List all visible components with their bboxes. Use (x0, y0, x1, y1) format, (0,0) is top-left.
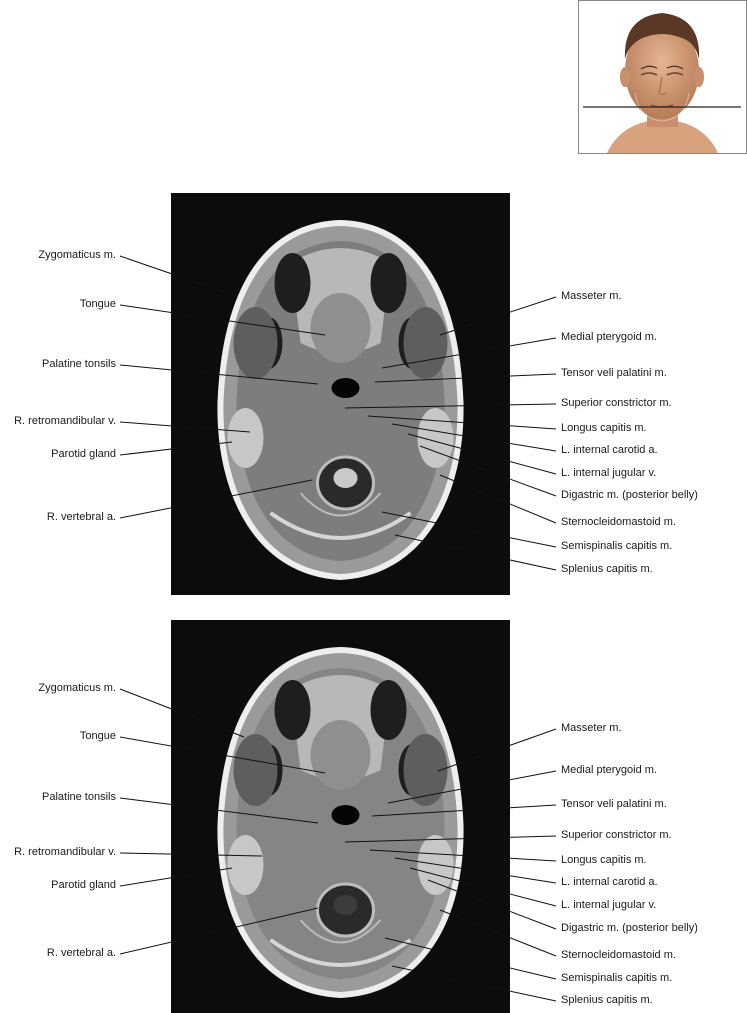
right-label: Splenius capitis m. (561, 994, 653, 1006)
right-label: Superior constrictor m. (561, 829, 672, 841)
mri-axial-scan (171, 620, 510, 1013)
right-label: Longus capitis m. (561, 422, 647, 434)
right-label: Longus capitis m. (561, 854, 647, 866)
right-label: Medial pterygoid m. (561, 331, 657, 343)
right-label: Tensor veli palatini m. (561, 367, 667, 379)
left-label: R. retromandibular v. (14, 415, 116, 427)
mri-panel-top (0, 190, 747, 600)
left-label: R. vertebral a. (46, 947, 116, 959)
right-label: Sternocleidomastoid m. (561, 949, 676, 961)
mri-axial-scan (171, 193, 510, 595)
right-label: L. internal carotid a. (561, 444, 658, 456)
left-label: Palatine tonsils (42, 791, 116, 803)
mri-panel-bottom (0, 618, 747, 1013)
right-label: Superior constrictor m. (561, 397, 672, 409)
left-label: Parotid gland (51, 879, 116, 891)
right-label: L. internal carotid a. (561, 876, 658, 888)
right-label: Sternocleidomastoid m. (561, 516, 676, 528)
left-label: Zygomaticus m. (38, 249, 116, 261)
right-label: Digastric m. (posterior belly) (561, 922, 698, 934)
left-label: Zygomaticus m. (38, 682, 116, 694)
left-label: Tongue (79, 730, 116, 742)
right-label: Splenius capitis m. (561, 563, 653, 575)
left-label: Tongue (79, 298, 116, 310)
left-label: R. vertebral a. (46, 511, 116, 523)
right-label: Digastric m. (posterior belly) (561, 489, 698, 501)
orientation-thumbnail (578, 0, 747, 154)
right-label: Semispinalis capitis m. (561, 972, 673, 984)
left-label: Palatine tonsils (42, 358, 116, 370)
left-label: R. retromandibular v. (14, 846, 116, 858)
left-label: Parotid gland (51, 448, 116, 460)
right-label: Masseter m. (561, 290, 622, 302)
face-with-axial-slice-line-icon (579, 1, 746, 153)
right-label: Medial pterygoid m. (561, 764, 657, 776)
right-label: Masseter m. (561, 722, 622, 734)
right-label: Tensor veli palatini m. (561, 798, 667, 810)
right-label: Semispinalis capitis m. (561, 540, 673, 552)
right-label: L. internal jugular v. (561, 899, 657, 911)
right-label: L. internal jugular v. (561, 467, 657, 479)
